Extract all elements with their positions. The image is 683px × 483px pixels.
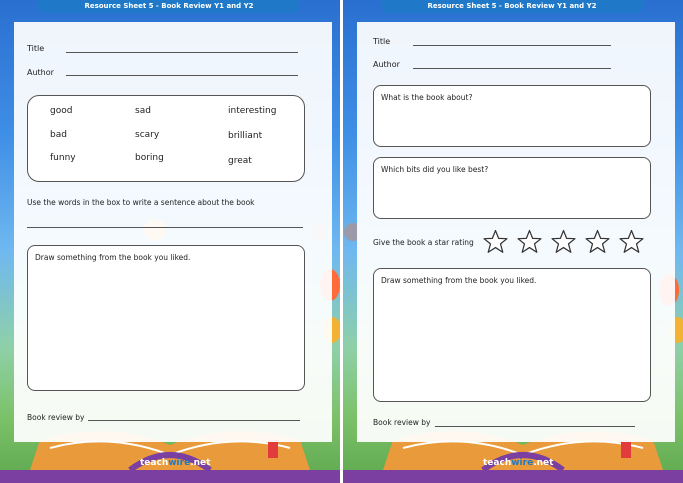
- review-by-line[interactable]: [88, 420, 300, 421]
- author-line[interactable]: [413, 68, 611, 69]
- right-resource-sheet: [343, 0, 683, 483]
- author-label: Author: [27, 68, 54, 77]
- word-bank-word: interesting: [228, 106, 277, 116]
- left-resource-sheet: [0, 0, 340, 483]
- star-icon[interactable]: [585, 229, 610, 254]
- sheet-header: Resource Sheet 5 - Book Review Y1 and Y2: [38, 0, 300, 13]
- instruction-text: Use the words in the box to write a sentence about the book: [27, 198, 255, 207]
- star-icon[interactable]: [517, 229, 542, 254]
- title-label: Title: [373, 37, 391, 46]
- sentence-line[interactable]: [27, 227, 303, 228]
- best-bits-prompt: Which bits did you like best?: [381, 165, 489, 174]
- author-label: Author: [373, 60, 400, 69]
- review-by-label: Book review by: [373, 418, 431, 427]
- star-icon[interactable]: [483, 229, 508, 254]
- best-bits-box[interactable]: [373, 157, 651, 219]
- word-bank-word: good: [50, 106, 73, 116]
- word-bank-word: great: [228, 156, 252, 166]
- review-by-line[interactable]: [435, 426, 635, 427]
- word-bank-word: bad: [50, 130, 67, 140]
- word-bank-word: boring: [135, 153, 164, 163]
- draw-box[interactable]: [373, 268, 651, 402]
- word-bank-word: brilliant: [228, 131, 263, 141]
- title-label: Title: [27, 44, 45, 53]
- star-icon[interactable]: [619, 229, 644, 254]
- draw-prompt: Draw something from the book you liked.: [35, 253, 191, 262]
- book-about-box[interactable]: [373, 85, 651, 147]
- draw-box[interactable]: [27, 245, 305, 391]
- title-line[interactable]: [66, 52, 298, 53]
- book-about-prompt: What is the book about?: [381, 93, 473, 102]
- word-bank-word: sad: [135, 106, 151, 116]
- sheet-header: Resource Sheet 5 - Book Review Y1 and Y2: [381, 0, 643, 13]
- title-line[interactable]: [413, 45, 611, 46]
- review-by-label: Book review by: [27, 413, 85, 422]
- star-rating-label: Give the book a star rating: [373, 238, 474, 247]
- teachwire-logo: teachwire.net: [140, 458, 211, 468]
- word-bank-word: funny: [50, 153, 76, 163]
- teachwire-logo: teachwire.net: [483, 458, 554, 468]
- star-icon[interactable]: [551, 229, 576, 254]
- author-line[interactable]: [66, 75, 298, 76]
- word-bank-word: scary: [135, 130, 160, 140]
- draw-prompt: Draw something from the book you liked.: [381, 276, 537, 285]
